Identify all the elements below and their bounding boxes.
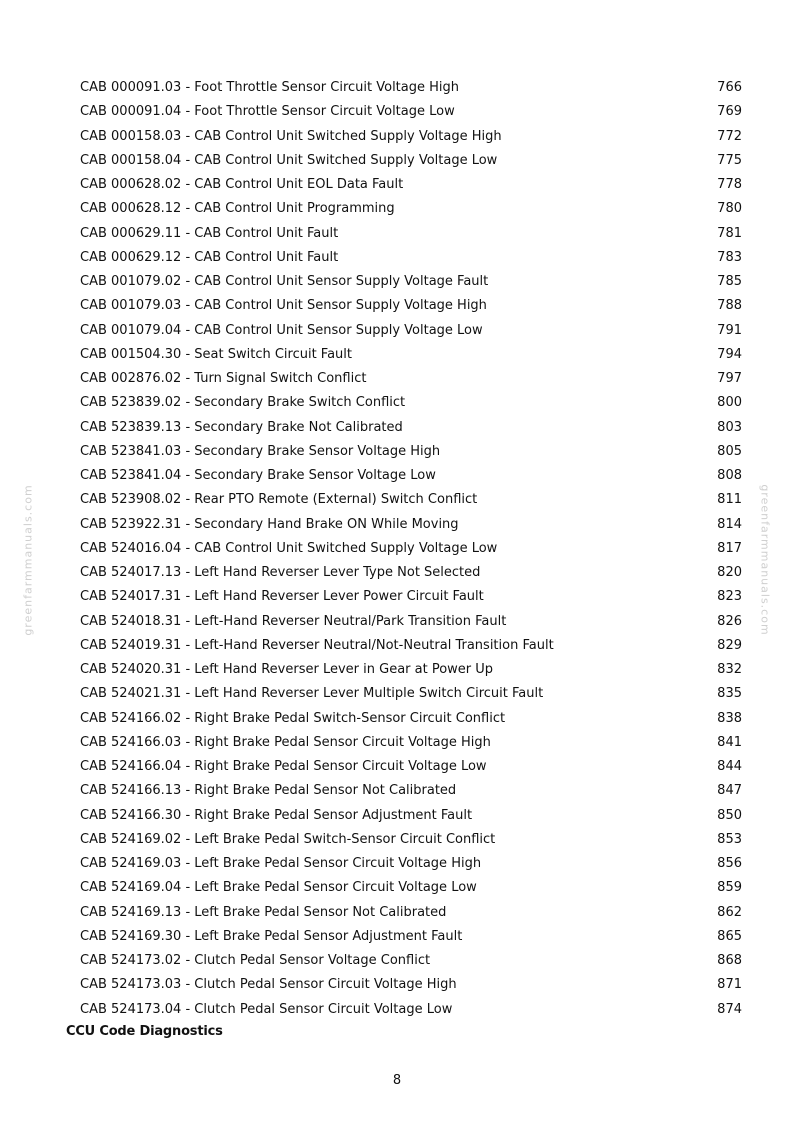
toc-entry[interactable] <box>80 537 742 561</box>
toc-entry-page: 856 <box>717 856 742 872</box>
toc-entry[interactable] <box>80 149 742 173</box>
toc-entry-page: 847 <box>717 783 742 799</box>
toc-entry[interactable] <box>80 852 742 876</box>
toc-entry[interactable] <box>80 658 742 682</box>
toc-entry[interactable] <box>80 561 742 585</box>
toc-entry[interactable] <box>80 76 742 100</box>
toc-entry-page: 791 <box>717 322 742 338</box>
toc-entry-page: 794 <box>717 346 742 362</box>
watermark-left: greenfarmmanuals.com <box>21 484 35 636</box>
toc-entry-page: 797 <box>717 371 742 387</box>
toc-entry-page: 780 <box>717 201 742 217</box>
toc-entry-page: 814 <box>717 516 742 532</box>
toc-entry-title: CAB 524169.02 - Left Brake Pedal Switch-Sensor Circuit Conflict <box>80 831 496 847</box>
toc-entry-title: CAB 001079.04 - CAB Control Unit Sensor Supply Voltage Low <box>80 322 483 338</box>
toc-entry-page: 803 <box>717 419 742 435</box>
toc-entry[interactable] <box>80 585 742 609</box>
toc-entry-title: CAB 524169.30 - Left Brake Pedal Sensor Adjustment Fault <box>80 928 463 944</box>
toc-entry-title: CAB 001079.02 - CAB Control Unit Sensor Supply Voltage Fault <box>80 274 489 290</box>
toc-entry-title: CAB 524169.03 - Left Brake Pedal Sensor Circuit Voltage High <box>80 856 482 872</box>
toc-entry[interactable] <box>80 804 742 828</box>
toc-entry-title: CAB 524173.02 - Clutch Pedal Sensor Voltage Conflict <box>80 953 431 969</box>
toc-entry-page: 783 <box>717 249 742 265</box>
toc-entry-page: 823 <box>717 589 742 605</box>
section-heading: CCU Code Diagnostics <box>66 1024 223 1039</box>
toc-entry-page: 769 <box>717 104 742 120</box>
toc-entry-page: 805 <box>717 443 742 459</box>
toc-entry-page: 808 <box>717 468 742 484</box>
toc-entry-page: 781 <box>717 225 742 241</box>
toc-entry-page: 811 <box>717 492 742 508</box>
toc-entry-title: CAB 523922.31 - Secondary Hand Brake ON While Moving <box>80 516 459 532</box>
toc-entry-page: 832 <box>717 662 742 678</box>
toc-entry-title: CAB 001504.30 - Seat Switch Circuit Fault <box>80 346 353 362</box>
toc-entry[interactable] <box>80 100 742 124</box>
toc-entry[interactable] <box>80 367 742 391</box>
toc-entry-title: CAB 000158.03 - CAB Control Unit Switched Supply Voltage High <box>80 128 502 144</box>
toc-entry[interactable] <box>80 876 742 900</box>
toc-entry-title: CAB 524016.04 - CAB Control Unit Switched Supply Voltage Low <box>80 540 498 556</box>
toc-entry-title: CAB 524020.31 - Left Hand Reverser Lever in Gear at Power Up <box>80 662 494 678</box>
toc-entry[interactable] <box>80 464 742 488</box>
toc-entry-title: CAB 524169.13 - Left Brake Pedal Sensor Not Calibrated <box>80 904 447 920</box>
toc-entry-page: 850 <box>717 807 742 823</box>
toc-entry-page: 865 <box>717 928 742 944</box>
toc-entry-page: 778 <box>717 177 742 193</box>
toc-entry[interactable] <box>80 270 742 294</box>
toc-entry[interactable] <box>80 634 742 658</box>
toc-entry-page: 871 <box>717 977 742 993</box>
toc-entry-title: CAB 002876.02 - Turn Signal Switch Conflict <box>80 371 367 387</box>
toc-entry-page: 775 <box>717 152 742 168</box>
watermark-right: greenfarmmanuals.com <box>758 484 772 636</box>
toc-entry-page: 862 <box>717 904 742 920</box>
toc-entry-title: CAB 001079.03 - CAB Control Unit Sensor Supply Voltage High <box>80 298 487 314</box>
toc-entry-page: 826 <box>717 613 742 629</box>
toc-entry-title: CAB 524021.31 - Left Hand Reverser Lever Multiple Switch Circuit Fault <box>80 686 544 702</box>
toc-entry-page: 772 <box>717 128 742 144</box>
toc-entry[interactable] <box>80 925 742 949</box>
toc-entry[interactable] <box>80 610 742 634</box>
toc-entry[interactable] <box>80 391 742 415</box>
toc-entry-title: CAB 000158.04 - CAB Control Unit Switched Supply Voltage Low <box>80 152 498 168</box>
toc-entry[interactable] <box>80 343 742 367</box>
toc-entry[interactable] <box>80 755 742 779</box>
toc-entry[interactable] <box>80 222 742 246</box>
toc-entry[interactable] <box>80 488 742 512</box>
toc-entry[interactable] <box>80 197 742 221</box>
toc-entry-title: CAB 000628.12 - CAB Control Unit Programming <box>80 201 395 217</box>
table-of-contents <box>80 76 742 1022</box>
toc-entry-title: CAB 524017.31 - Left Hand Reverser Lever Power Circuit Fault <box>80 589 484 605</box>
toc-entry-page: 800 <box>717 395 742 411</box>
toc-entry-page: 766 <box>717 80 742 96</box>
toc-entry-title: CAB 524173.03 - Clutch Pedal Sensor Circuit Voltage High <box>80 977 457 993</box>
toc-entry-page: 785 <box>717 274 742 290</box>
toc-entry-title: CAB 000629.12 - CAB Control Unit Fault <box>80 249 339 265</box>
toc-entry-title: CAB 524169.04 - Left Brake Pedal Sensor Circuit Voltage Low <box>80 880 477 896</box>
toc-entry[interactable] <box>80 294 742 318</box>
toc-entry-page: 838 <box>717 710 742 726</box>
toc-entry-page: 844 <box>717 759 742 775</box>
toc-entry-page: 853 <box>717 831 742 847</box>
toc-entry-page: 859 <box>717 880 742 896</box>
toc-entry[interactable] <box>80 731 742 755</box>
toc-entry-title: CAB 524173.04 - Clutch Pedal Sensor Circuit Voltage Low <box>80 1001 453 1017</box>
toc-entry-title: CAB 524166.03 - Right Brake Pedal Sensor Circuit Voltage High <box>80 734 491 750</box>
toc-entry[interactable] <box>80 173 742 197</box>
toc-entry[interactable] <box>80 125 742 149</box>
toc-entry-title: CAB 000091.03 - Foot Throttle Sensor Circuit Voltage High <box>80 80 459 96</box>
toc-entry-page: 817 <box>717 540 742 556</box>
page-number: 8 <box>392 1073 402 1088</box>
toc-entry[interactable] <box>80 682 742 706</box>
toc-entry[interactable] <box>80 416 742 440</box>
toc-entry-page: 820 <box>717 565 742 581</box>
toc-entry[interactable] <box>80 901 742 925</box>
toc-entry[interactable] <box>80 246 742 270</box>
toc-entry[interactable] <box>80 828 742 852</box>
toc-entry-title: CAB 000628.02 - CAB Control Unit EOL Data Fault <box>80 177 404 193</box>
toc-entry-title: CAB 523908.02 - Rear PTO Remote (External) Switch Conflict <box>80 492 478 508</box>
toc-entry-title: CAB 523839.02 - Secondary Brake Switch Conflict <box>80 395 406 411</box>
toc-entry[interactable] <box>80 779 742 803</box>
toc-entry-title: CAB 524018.31 - Left-Hand Reverser Neutral/Park Transition Fault <box>80 613 507 629</box>
toc-entry-title: CAB 000629.11 - CAB Control Unit Fault <box>80 225 339 241</box>
toc-entry-title: CAB 000091.04 - Foot Throttle Sensor Circuit Voltage Low <box>80 104 455 120</box>
toc-entry-page: 829 <box>717 637 742 653</box>
toc-entry-title: CAB 524019.31 - Left-Hand Reverser Neutral/Not-Neutral Transition Fault <box>80 637 554 653</box>
toc-entry-title: CAB 523841.04 - Secondary Brake Sensor Voltage Low <box>80 468 436 484</box>
toc-entry-page: 874 <box>717 1001 742 1017</box>
toc-entry[interactable] <box>80 707 742 731</box>
toc-entry-title: CAB 523841.03 - Secondary Brake Sensor Voltage High <box>80 443 441 459</box>
toc-entry[interactable] <box>80 998 742 1022</box>
toc-entry-title: CAB 523839.13 - Secondary Brake Not Calibrated <box>80 419 403 435</box>
toc-entry[interactable] <box>80 440 742 464</box>
toc-entry-page: 788 <box>717 298 742 314</box>
toc-entry-page: 841 <box>717 734 742 750</box>
toc-entry-title: CAB 524166.30 - Right Brake Pedal Sensor Adjustment Fault <box>80 807 473 823</box>
toc-entry-title: CAB 524166.04 - Right Brake Pedal Sensor Circuit Voltage Low <box>80 759 487 775</box>
toc-entry-page: 835 <box>717 686 742 702</box>
toc-entry-page: 868 <box>717 953 742 969</box>
toc-entry[interactable] <box>80 973 742 997</box>
toc-entry[interactable] <box>80 319 742 343</box>
toc-entry[interactable] <box>80 949 742 973</box>
toc-entry-title: CAB 524166.13 - Right Brake Pedal Sensor Not Calibrated <box>80 783 457 799</box>
toc-entry-title: CAB 524017.13 - Left Hand Reverser Lever Type Not Selected <box>80 565 481 581</box>
toc-entry-title: CAB 524166.02 - Right Brake Pedal Switch-Sensor Circuit Conflict <box>80 710 506 726</box>
toc-entry[interactable] <box>80 513 742 537</box>
